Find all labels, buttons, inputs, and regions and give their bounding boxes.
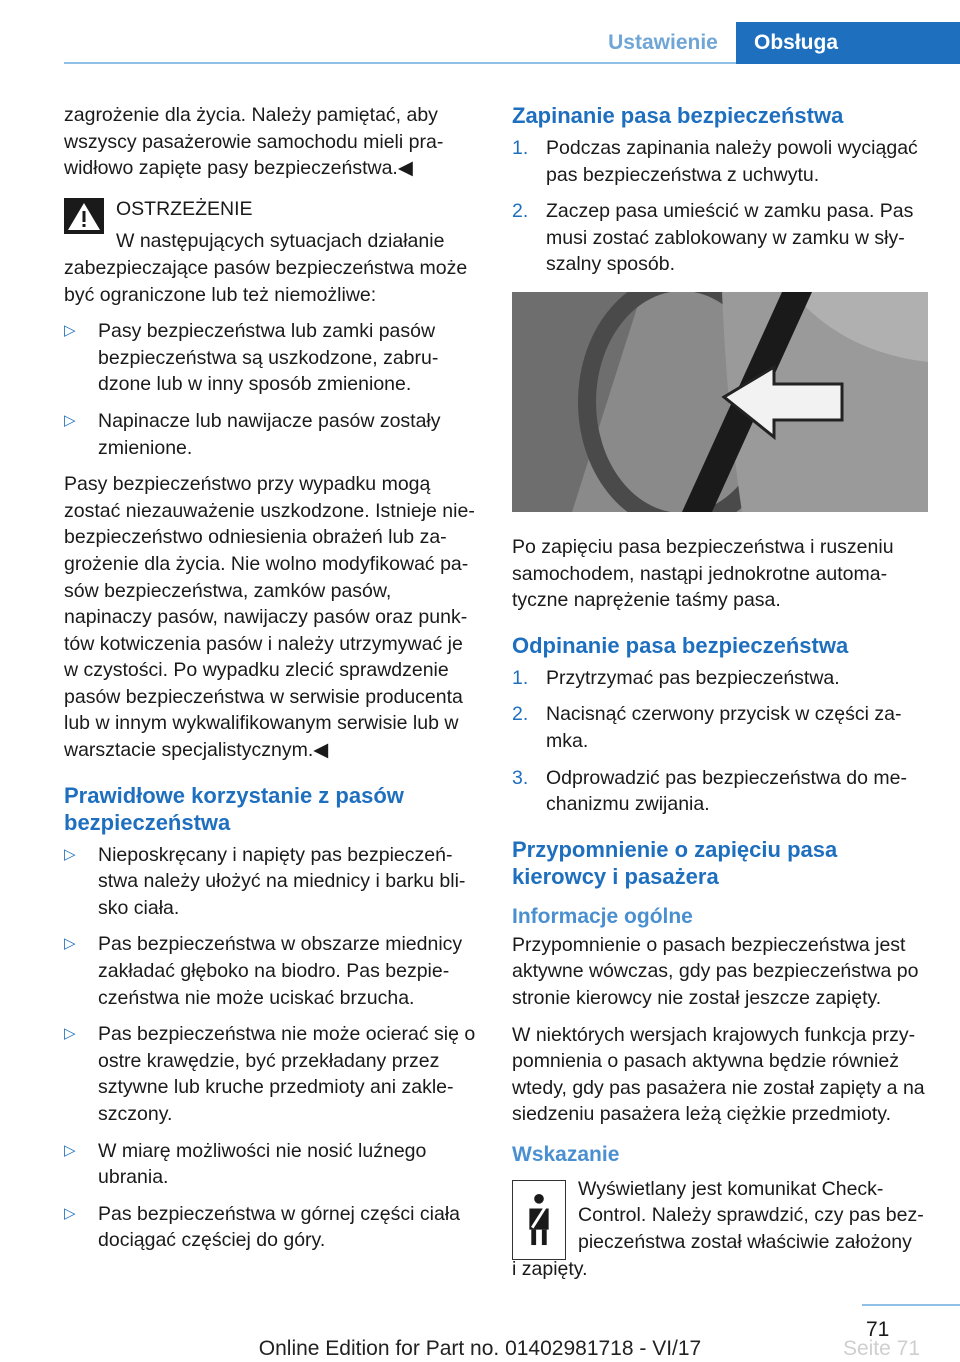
step-number: 2. [512,200,529,223]
step-number: 2. [512,703,529,726]
triangle-bullet-icon: ▷ [64,1204,76,1222]
triangle-bullet-icon: ▷ [64,322,76,340]
triangle-bullet-icon: ▷ [64,1141,76,1159]
triangle-bullet-icon: ▷ [64,411,76,429]
left-column [64,102,476,1264]
step-number: 1. [512,137,529,159]
subsection-title-hint: Wskazanie [512,1142,620,1166]
section-title-usage: Prawidłowe korzystanie z pasów bezpieczeństwa [64,782,404,835]
list-item: ▷ Pas bezpieczeństwa w obszarze miednicy zakładać głęboko na biodro. Pas bezpieczeństwa nie może uciskać brzucha. [64,933,463,1009]
list-item: 2. Zaczep pasa umieścić w zamku pasa. Pas musi zostać zablokowany w zamku w słyszalny sposób. [512,200,914,276]
tab-obsluga[interactable]: Obsługa [736,22,960,64]
general-paragraph-1: Przypomnienie o pasach bezpieczeństwa jest aktywne wówczas, gdy pas bezpieczeństwa po stronie kierowcy nie został jeszcze zapięty. [512,933,919,1009]
list-item: 2. Nacisnąć czerwony przycisk w części zamka. [512,703,902,752]
fasten-steps [512,135,928,278]
section-title-unfasten: Odpinanie pasa bezpieczeństwa [512,632,849,658]
list-item: 1. Przytrzymać pas bezpieczeństwa. [512,665,928,692]
hint-text: Wyświetlany jest komunikat Check-Control. Należy sprawdzić, czy pas bezpieczeństwa został właściwie założony [578,1177,924,1254]
warning-list [64,318,476,461]
tab-ustawienie[interactable]: Ustawienie [608,31,718,54]
triangle-bullet-icon: ▷ [64,845,76,863]
edition-footer: Online Edition for Part no. 01402981718 - VI/17 [258,1337,702,1360]
hint-text-end: i zapięty. [512,1257,588,1280]
hint-block [512,1176,928,1282]
fasten-note: Po zapięciu pasa bezpieczeństwa i ruszeniu samochodem, nastąpi jednokrotne automatyczne naprężenie taśmy pasa. [512,535,894,612]
list-item: ▷ W miarę możliwości nie nosić luźnego ubrania. [64,1139,427,1189]
seatbelt-warning-icon [512,1180,566,1260]
page-number: 71 [866,1318,890,1341]
triangle-bullet-icon: ▷ [64,1025,76,1043]
list-item: ▷ Pas bezpieczeństwa nie może ocierać się o ostre krawędzie, być przekładany przez sztywne lub kruche przedmioty ani zakleszczony. [64,1023,476,1125]
seatbelt-photo [512,292,928,512]
seatbelt-illustration [512,292,928,512]
warning-text: W następujących sytuacjach działanie zabezpieczające pasów bezpieczeństwa może być ograniczone lub też niemożliwe: [64,230,468,306]
step-number: 3. [512,766,529,789]
warning-icon [64,198,104,234]
list-item: 1. Podczas zapinania należy powoli wyciągać pas bezpieczeństwa z uchwytu. [512,137,918,186]
warning-title: OSTRZEŻENIE [116,197,253,220]
section-title-fasten: Zapinanie pasa bezpieczeństwa [512,103,844,128]
list-item: ▷ Pas bezpieczeństwa w górnej części ciała dociągać częściej do góry. [64,1202,461,1252]
list-item: ▷ Pasy bezpieczeństwa lub zamki pasów bezpieczeństwa są uszkodzone, zabrudzone lub w inny sposób zmienione. [64,320,439,396]
step-number: 1. [512,666,529,689]
subsection-title-general: Informacje ogólne [512,904,693,928]
triangle-bullet-icon: ▷ [64,935,76,953]
warning-block [64,196,476,308]
right-column [512,102,928,1292]
list-item: 3. Odprowadzić pas bezpieczeństwa do mechanizmu zwijania. [512,766,907,816]
intro-paragraph: zagrożenie dla życia. Należy pamiętać, aby wszyscy pasażerowie samochodu mieli prawidłowo zapięte pasy bezpieczeństwa.◀ [64,104,444,180]
section-title-reminder: Przypomnienie o zapięciu pasa kierowcy i pasażera [512,836,838,889]
list-item: ▷ Napinacze lub nawijacze pasów zostały zmienione. [64,409,441,459]
warning-after-paragraph: Pasy bezpieczeństwo przy wypadku mogą zostać niezauważenie uszkodzone. Istnieje niebezpieczeństwo odniesienia obrażeń lub zagrożenie dla życia. Nie wolno modyfikować pasów bezpieczeństwa, zamków pasów, napinaczy pasów, nawijaczy pasów oraz punktów kotwiczenia pasów i należy utrzymywać je w czystości. Po wypadku zlecić sprawdzenie pasów bezpieczeństwa w serwisie producenta lub w innym wykwalifikowanym serwisie lub w warsztacie specjalistycznym.◀ [64,473,475,762]
usage-list [64,842,476,1254]
footer-rule [862,1304,960,1306]
list-item: ▷ Nieposkręcany i napięty pas bezpieczeństwa należy ułożyć na miednicy i barku blisko ciała. [64,843,466,919]
unfasten-steps [512,665,928,818]
watermark: Seite 71 [842,1337,920,1360]
general-paragraph-2: W niektórych wersjach krajowych funkcja przypomnienia o pasach aktywna będzie również wtedy, gdy pas pasażera nie został zapięty a na siedzeniu pasażera leżą ciężkie przedmioty. [512,1023,925,1126]
